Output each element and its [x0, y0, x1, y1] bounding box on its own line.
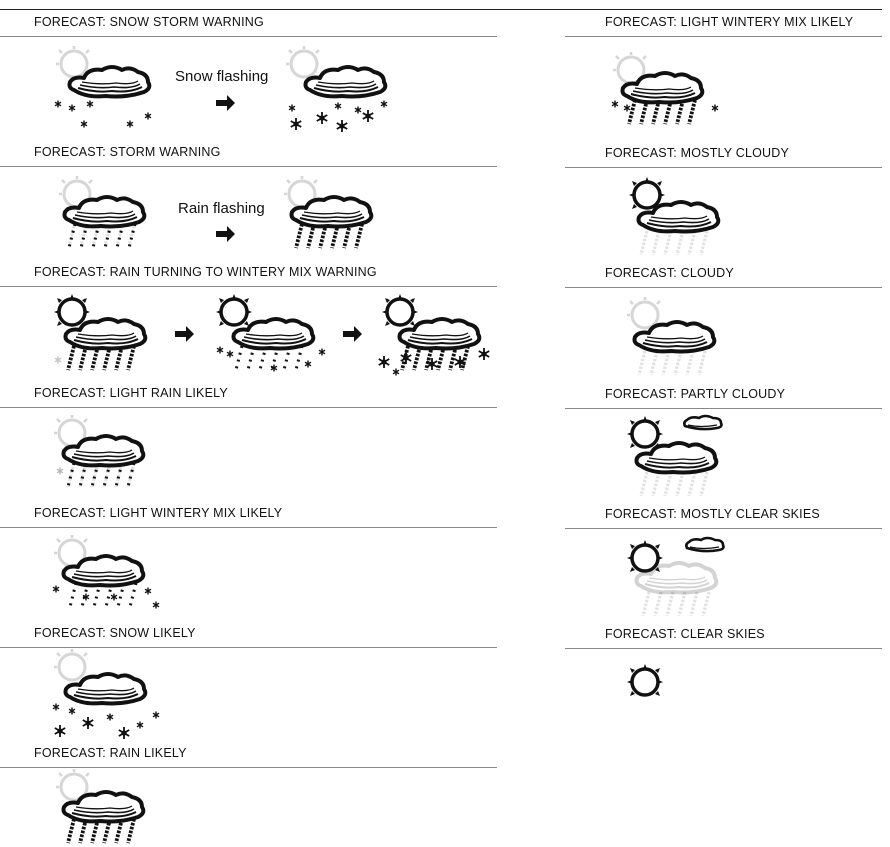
section-light-rain-likely — [0, 381, 497, 501]
section-divider — [565, 287, 882, 288]
cloud-snow-heavy-icon — [280, 44, 400, 136]
section-title: FORECAST: CLOUDY — [605, 266, 734, 280]
section-divider — [0, 166, 497, 167]
section-light-wintery-mix-likely-right — [565, 10, 882, 140]
sun-icon — [623, 660, 683, 710]
section-cloudy — [565, 261, 882, 381]
cloud-light-rain-icon — [52, 413, 164, 499]
right-arrow-icon — [175, 326, 195, 342]
section-title: FORECAST: LIGHT WINTERY MIX LIKELY — [34, 506, 283, 520]
cloud-rain-heavy-icon — [282, 174, 394, 260]
sun-behind-cloud-icon — [623, 175, 738, 261]
section-divider — [565, 167, 882, 168]
section-title: FORECAST: LIGHT WINTERY MIX LIKELY — [605, 15, 854, 29]
section-title: FORECAST: RAIN TURNING TO WINTERY MIX WARNING — [34, 265, 377, 279]
section-divider — [565, 36, 882, 37]
section-divider — [0, 36, 497, 37]
section-title: FORECAST: CLEAR SKIES — [605, 627, 765, 641]
section-divider — [0, 286, 497, 287]
section-snow-likely — [0, 621, 497, 741]
section-divider — [565, 648, 882, 649]
section-light-wintery-mix-likely — [0, 501, 497, 621]
section-divider — [565, 528, 882, 529]
section-divider — [565, 408, 882, 409]
sun-cloud-mix-icon — [212, 292, 332, 382]
right-arrow-icon — [216, 95, 236, 111]
cloud-light-mix-icon — [611, 50, 726, 136]
section-rain-likely — [0, 741, 497, 847]
section-title: FORECAST: SNOW LIKELY — [34, 626, 196, 640]
sun-cloud-snow-icon — [376, 292, 491, 382]
section-snow-storm-warning — [0, 10, 497, 135]
cloud-rain-light-icon — [55, 174, 167, 260]
cloud-rain-icon — [52, 767, 164, 847]
section-title: FORECAST: LIGHT RAIN LIKELY — [34, 386, 228, 400]
sun-cloud-rain-icon — [48, 292, 160, 382]
cloud-icon — [623, 295, 738, 381]
section-title: FORECAST: RAIN LIKELY — [34, 746, 187, 760]
section-divider — [0, 407, 497, 408]
right-arrow-icon — [216, 226, 236, 242]
section-storm-warning — [0, 140, 497, 260]
section-title: FORECAST: SNOW STORM WARNING — [34, 15, 264, 29]
section-title: FORECAST: PARTLY CLOUDY — [605, 387, 786, 401]
cloud-light-mix-icon — [52, 533, 167, 619]
section-title: FORECAST: STORM WARNING — [34, 145, 221, 159]
section-divider — [0, 527, 497, 528]
section-mostly-clear-skies — [565, 502, 882, 622]
sun-two-clouds-icon — [623, 412, 743, 502]
rain-flashing-caption: Rain flashing — [178, 200, 265, 217]
section-title: FORECAST: MOSTLY CLEAR SKIES — [605, 507, 820, 521]
sun-small-cloud-icon — [623, 532, 743, 622]
cloud-snow-light-icon — [50, 44, 162, 130]
section-title: FORECAST: MOSTLY CLOUDY — [605, 146, 790, 160]
snow-flashing-caption: Snow flashing — [175, 68, 269, 85]
section-rain-to-wintery-mix — [0, 260, 497, 380]
section-clear-skies — [565, 622, 882, 732]
right-arrow-icon — [343, 326, 363, 342]
section-partly-cloudy — [565, 382, 882, 502]
cloud-snow-icon — [48, 647, 166, 745]
section-mostly-cloudy — [565, 141, 882, 261]
